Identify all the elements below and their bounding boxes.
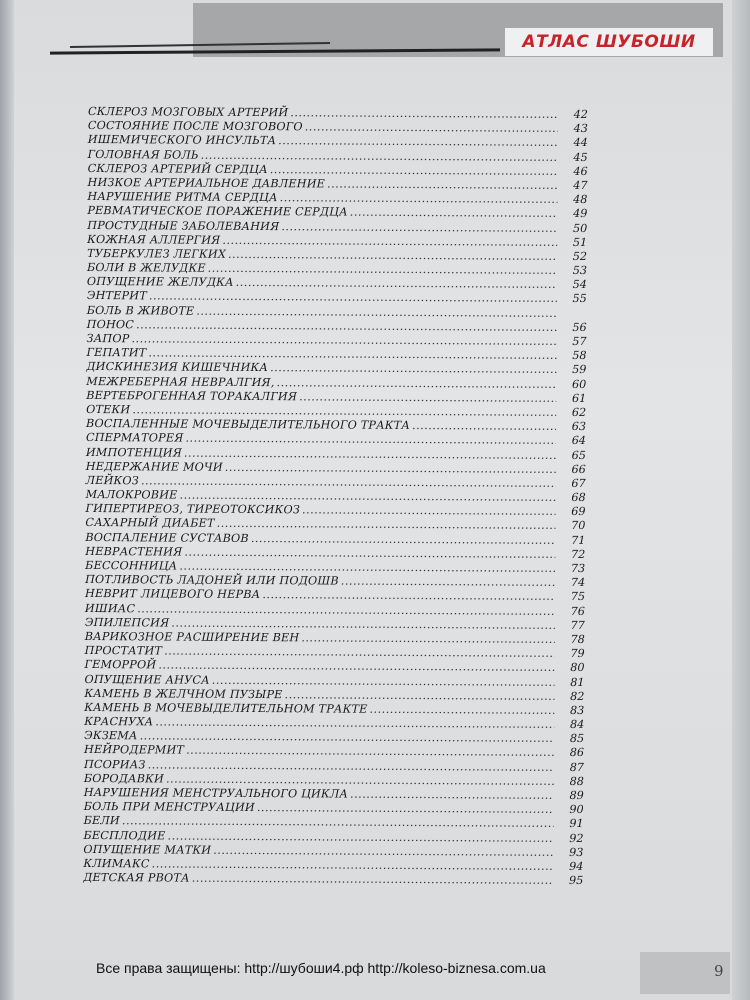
toc-entry-page: 75 bbox=[570, 590, 586, 604]
toc-entry-title: СОСТОЯНИЕ ПОСЛЕ МОЗГОВОГО bbox=[87, 119, 303, 134]
toc-entry-title: ЭПИЛЕПСИЯ bbox=[84, 615, 170, 630]
toc-leader-dots bbox=[192, 872, 554, 888]
toc-entry-title: ВОСПАЛЕНИЕ СУСТАВОВ bbox=[85, 530, 249, 545]
toc-entry-title: КРАСНУХА bbox=[84, 715, 154, 729]
toc-entry-title: ЭКЗЕМА bbox=[84, 729, 138, 743]
toc-entry-page: 60 bbox=[572, 377, 587, 391]
toc-entry-title: СКЛЕРОЗ АРТЕРИЙ СЕРДЦА bbox=[87, 161, 268, 176]
toc-leader-dots bbox=[350, 788, 554, 803]
toc-entry-page: 92 bbox=[569, 831, 584, 845]
toc-entry-page: 74 bbox=[570, 576, 586, 590]
toc-entry-title: ДЕТСКАЯ РВОТА bbox=[83, 871, 190, 885]
toc-entry-title: ТУБЕРКУЛЕЗ ЛЕГКИХ bbox=[87, 246, 227, 261]
toc-leader-dots bbox=[341, 575, 555, 591]
toc-entry-page: 42 bbox=[573, 107, 588, 122]
toc-entry-title: МАЛОКРОВИЕ bbox=[85, 488, 178, 502]
toc-entry-title: НЕВРИТ ЛИЦЕВОГО НЕРВА bbox=[84, 587, 261, 602]
toc-entry-page: 85 bbox=[569, 732, 585, 746]
copyright-footer: Все права защищены: http://шубоши4.рф http://koleso-biznesa.com.ua bbox=[96, 960, 546, 976]
toc-entry-page: 53 bbox=[572, 264, 588, 278]
toc-entry-page: 45 bbox=[573, 150, 588, 164]
toc-entry-title: САХАРНЫЙ ДИАБЕТ bbox=[85, 516, 215, 531]
toc-entry-page: 91 bbox=[569, 817, 584, 831]
toc-entry-title: БЕССОННИЦА bbox=[85, 558, 178, 573]
toc-entry-title: КОЖНАЯ АЛЛЕРГИЯ bbox=[87, 232, 221, 247]
toc-entry-page: 49 bbox=[573, 207, 588, 221]
toc-entry-page: 47 bbox=[573, 178, 588, 192]
toc-entry-page: 95 bbox=[568, 874, 584, 888]
toc-entry-title: ГЕМОРРОЙ bbox=[84, 658, 157, 672]
toc-entry-title: ПОНОС bbox=[86, 317, 135, 332]
toc-entry-title: ОПУЩЕНИЕ МАТКИ bbox=[83, 842, 212, 857]
toc-entry-page: 66 bbox=[571, 462, 586, 476]
toc-entry-page: 63 bbox=[571, 420, 587, 434]
toc-entry-title: ЗАПОР bbox=[86, 331, 130, 346]
toc-entry-page: 48 bbox=[573, 193, 588, 207]
toc-entry-title: ИШЕМИЧЕСКОГО ИНСУЛЬТА bbox=[87, 133, 277, 148]
toc-entry-page: 93 bbox=[569, 845, 584, 859]
toc-entry-title: ГИПЕРТИРЕОЗ, ТИРЕОТОКСИКОЗ bbox=[85, 502, 301, 517]
table-of-contents bbox=[83, 105, 588, 888]
toc-entry-page: 90 bbox=[569, 803, 584, 817]
toc-entry-page: 76 bbox=[570, 604, 585, 618]
toc-entry-page: 79 bbox=[570, 647, 585, 661]
toc-entry-title: МЕЖРЕБЕРНАЯ НЕВРАЛГИЯ, bbox=[86, 374, 275, 389]
toc-entry-title: КАМЕНЬ В ЖЕЛЧНОМ ПУЗЫРЕ bbox=[84, 686, 283, 701]
page-number: 9 bbox=[714, 962, 724, 980]
toc-entry-page: 73 bbox=[570, 561, 586, 576]
toc-entry-title: СПЕРМАТОРЕЯ bbox=[85, 431, 184, 445]
toc-entry-page: 64 bbox=[571, 434, 586, 448]
toc-entry-page: 84 bbox=[569, 718, 585, 732]
toc-entry-title: ДИСКИНЕЗИЯ КИШЕЧНИКА bbox=[86, 360, 269, 375]
toc-entry-page: 46 bbox=[573, 164, 588, 178]
toc-entry-title: ПСОРИАЗ bbox=[83, 757, 146, 771]
toc-entry-title: ПРОСТУДНЫЕ ЗАБОЛЕВАНИЯ bbox=[87, 218, 280, 233]
toc-entry-page: 59 bbox=[572, 363, 587, 377]
toc-entry-page: 67 bbox=[571, 476, 586, 490]
toc-entry-title: НАРУШЕНИЕ РИТМА СЕРДЦА bbox=[87, 190, 278, 205]
toc-entry-page: 52 bbox=[572, 249, 588, 263]
toc-entry-page: 62 bbox=[571, 405, 587, 419]
toc-entry-title: ПОТЛИВОСТЬ ЛАДОНЕЙ ИЛИ ПОДОШВ bbox=[85, 573, 339, 588]
toc-entry-title: ГЕПАТИТ bbox=[86, 346, 147, 360]
toc-entry-page: 55 bbox=[572, 292, 587, 306]
toc-entry-title: ИШИАС bbox=[84, 601, 136, 615]
toc-entry-title: ОПУЩЕНИЕ АНУСА bbox=[84, 672, 210, 687]
toc-entry-page: 77 bbox=[570, 618, 585, 632]
toc-entry-title: СКЛЕРОЗ МОЗГОВЫХ АРТЕРИЙ bbox=[87, 105, 289, 120]
toc-entry-page: 78 bbox=[570, 632, 585, 646]
toc-entry-title: ОПУЩЕНИЕ ЖЕЛУДКА bbox=[86, 275, 234, 290]
toc-entry-title: НИЗКОЕ АРТЕРИАЛЬНОЕ ДАВЛЕНИЕ bbox=[87, 175, 326, 191]
toc-entry-page: 80 bbox=[570, 661, 585, 675]
toc-entry-page: 50 bbox=[572, 221, 588, 235]
toc-leader-dots bbox=[369, 703, 554, 718]
toc-entry-page: 94 bbox=[569, 859, 584, 873]
toc-entry-page: 51 bbox=[572, 235, 588, 249]
toc-entry[interactable] bbox=[83, 871, 583, 888]
toc-entry-page: 43 bbox=[573, 122, 588, 136]
book-title: АТЛАС ШУБОШИ bbox=[505, 28, 713, 56]
toc-entry-title: БОЛЬ ПРИ МЕНСТРУАЦИИ bbox=[83, 800, 255, 815]
toc-leader-dots bbox=[305, 121, 558, 137]
toc-entry-title: ЭНТЕРИТ bbox=[86, 289, 147, 303]
toc-leader-dots bbox=[327, 177, 558, 193]
toc-entry-title: БЕСПЛОДИЕ bbox=[83, 828, 166, 843]
toc-entry-title: БОРОДАВКИ bbox=[83, 771, 165, 786]
toc-entry-title: БЕЛИ bbox=[83, 814, 120, 828]
toc-entry-page: 89 bbox=[569, 788, 584, 803]
toc-entry-page: 82 bbox=[570, 689, 585, 703]
toc-entry-page: 61 bbox=[571, 391, 587, 405]
toc-entry-title: ВОСПАЛЕННЫЕ МОЧЕВЫДЕЛИТЕЛЬНОГО ТРАКТА bbox=[86, 417, 411, 433]
toc-entry-page: 87 bbox=[569, 760, 585, 774]
toc-entry-title: КАМЕНЬ В МОЧЕВЫДЕЛИТЕЛЬНОМ ТРАКТЕ bbox=[84, 700, 368, 716]
toc-entry-title: ОТЕКИ bbox=[86, 402, 131, 417]
toc-entry-page: 58 bbox=[572, 349, 587, 363]
toc-entry-page: 86 bbox=[569, 746, 585, 760]
toc-leader-dots bbox=[301, 631, 554, 647]
toc-entry-page: 83 bbox=[570, 703, 585, 717]
toc-entry-title: РЕВМАТИЧЕСКОЕ ПОРАЖЕНИЕ СЕРДЦА bbox=[87, 204, 348, 219]
toc-entry-page: 69 bbox=[571, 505, 586, 519]
page-edge-left bbox=[0, 0, 14, 1000]
toc-entry-title: НЕДЕРЖАНИЕ МОЧИ bbox=[85, 459, 223, 474]
page-edge-right bbox=[732, 0, 750, 1000]
toc-entry-title: БОЛЬ В ЖИВОТЕ bbox=[86, 303, 195, 318]
toc-entry-title: КЛИМАКС bbox=[83, 856, 150, 871]
toc-entry-title: ЛЕЙКОЗ bbox=[85, 473, 140, 488]
toc-entry-page: 81 bbox=[570, 675, 585, 689]
toc-entry-title: НЕВРАСТЕНИЯ bbox=[85, 544, 183, 559]
toc-entry-page: 65 bbox=[571, 448, 586, 462]
toc-entry-page: 72 bbox=[570, 547, 586, 561]
toc-leader-dots bbox=[299, 390, 556, 406]
toc-entry-page: 44 bbox=[573, 136, 588, 150]
toc-entry-title: НАРУШЕНИЯ МЕНСТРУАЛЬНОГО ЦИКЛА bbox=[83, 785, 349, 801]
toc-entry-title: ВАРИКОЗНОЕ РАСШИРЕНИЕ ВЕН bbox=[84, 629, 300, 645]
toc-entry-page: 71 bbox=[571, 533, 586, 547]
toc-entry-page: 56 bbox=[572, 320, 587, 334]
toc-entry-page: 70 bbox=[571, 519, 586, 533]
toc-entry-title: ВЕРТЕБРОГЕННАЯ ТОРАКАЛГИЯ bbox=[86, 388, 298, 404]
toc-leader-dots bbox=[350, 206, 558, 221]
toc-leader-dots bbox=[302, 504, 556, 520]
toc-entry-page: 88 bbox=[569, 774, 584, 788]
toc-entry-page: 57 bbox=[572, 334, 587, 349]
toc-entry-title: БОЛИ В ЖЕЛУДКЕ bbox=[86, 261, 206, 275]
toc-entry-page: 54 bbox=[572, 278, 587, 292]
toc-leader-dots bbox=[412, 419, 556, 434]
toc-entry-title: ПРОСТАТИТ bbox=[84, 644, 163, 658]
toc-entry-page: 68 bbox=[571, 491, 586, 505]
toc-entry-title: ГОЛОВНАЯ БОЛЬ bbox=[87, 147, 199, 162]
toc-entry-title: ИМПОТЕНЦИЯ bbox=[85, 445, 182, 460]
toc-entry-title: НЕЙРОДЕРМИТ bbox=[84, 743, 185, 758]
